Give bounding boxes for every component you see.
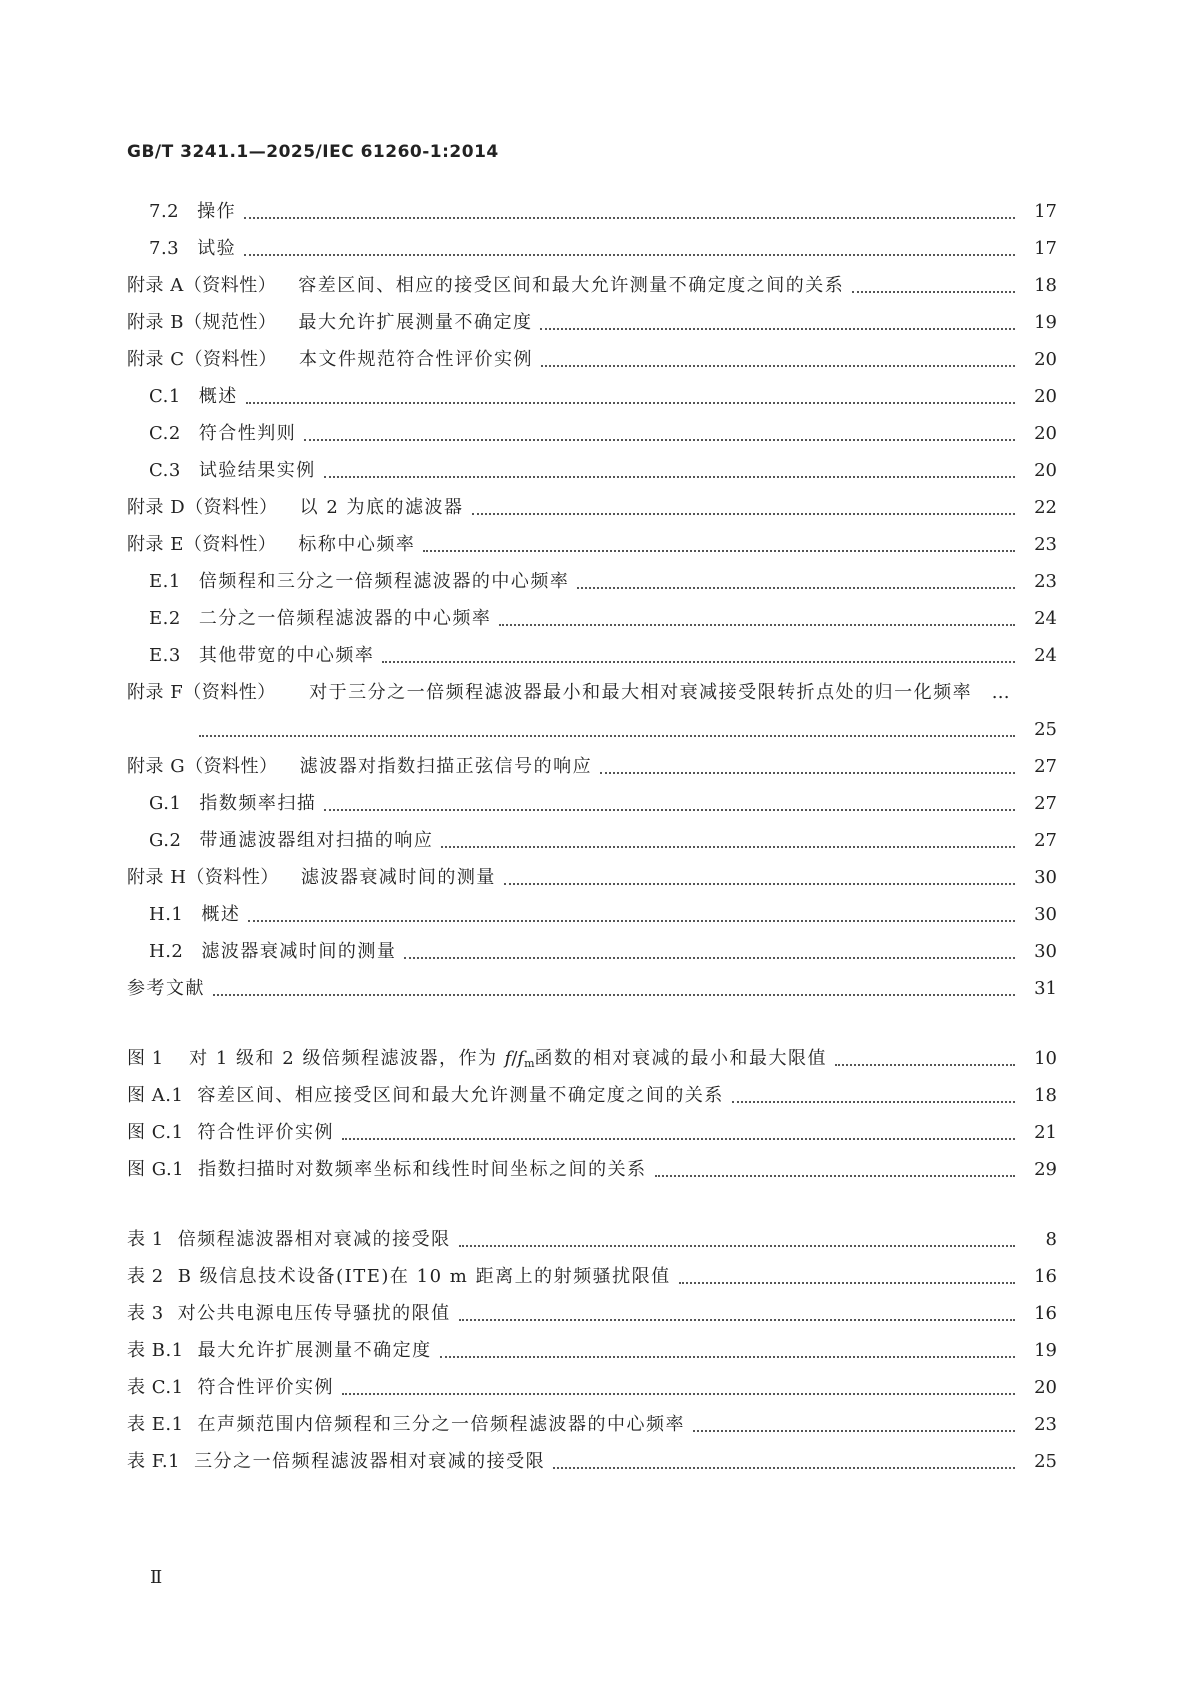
toc-text: 滤波器对指数扫描正弦信号的响应 [299, 756, 593, 777]
leader-dots [213, 994, 1015, 996]
toc-entry[interactable] [127, 785, 1057, 822]
toc-page: 23 [1034, 571, 1057, 592]
table-entry[interactable] [127, 1406, 1057, 1443]
leader-dots [304, 439, 1015, 441]
toc-page: 18 [1034, 275, 1057, 296]
table-label: 表 F.1 [127, 1451, 181, 1472]
toc-entry[interactable] [127, 896, 1057, 933]
toc-entry[interactable] [127, 859, 1057, 896]
figure-entry[interactable] [127, 1077, 1057, 1114]
figure-entry[interactable] [127, 1040, 1057, 1077]
toc-label: E.2 [149, 608, 181, 629]
leader-dots [852, 291, 1015, 293]
toc-page: 30 [1034, 904, 1057, 925]
toc-page: 20 [1034, 386, 1057, 407]
toc-label: 附录 E（资料性） [127, 534, 277, 555]
leader-dots [324, 809, 1015, 811]
toc-wrapped-entry[interactable] [127, 674, 1057, 748]
table-page: 16 [1034, 1303, 1057, 1324]
toc-entry[interactable] [127, 637, 1057, 674]
table-entry[interactable] [127, 1221, 1057, 1258]
toc-wrapped-second-line [127, 711, 1057, 748]
table-of-contents [127, 193, 1057, 1480]
table-entry[interactable] [127, 1295, 1057, 1332]
toc-entry[interactable] [127, 822, 1057, 859]
toc-text: 倍频程和三分之一倍频程滤波器的中心频率 [198, 571, 570, 592]
toc-entry[interactable] [127, 563, 1057, 600]
toc-label: 附录 D（资料性） [127, 497, 278, 518]
toc-entry[interactable] [127, 933, 1057, 970]
toc-wrapped-first-line [127, 674, 1057, 711]
document-header: GB/T 3241.1—2025/IEC 61260-1:2014 [127, 142, 499, 162]
figure-label: 图 C.1 [127, 1122, 184, 1143]
toc-label: G.2 [149, 830, 182, 851]
toc-entry[interactable] [127, 341, 1057, 378]
leader-dots [693, 1430, 1015, 1432]
table-page: 20 [1034, 1377, 1057, 1398]
frequency-slash: / [511, 1048, 518, 1069]
toc-page: 20 [1034, 349, 1057, 370]
toc-label: C.2 [149, 423, 181, 444]
toc-text: 滤波器衰减时间的测量 [201, 941, 397, 962]
leader-dots [655, 1175, 1015, 1177]
toc-entry[interactable] [127, 452, 1057, 489]
toc-text: 二分之一倍频程滤波器的中心频率 [198, 608, 492, 629]
leader-dots [244, 254, 1015, 256]
table-label: 表 E.1 [127, 1414, 184, 1435]
leader-dots [499, 624, 1015, 626]
toc-entry[interactable] [127, 489, 1057, 526]
toc-entries [127, 193, 1057, 674]
toc-page: 27 [1034, 830, 1057, 851]
toc-text: 参考文献 [127, 978, 205, 999]
toc-text: 最大允许扩展测量不确定度 [298, 312, 533, 333]
toc-entry[interactable] [127, 378, 1057, 415]
leader-dots [441, 846, 1015, 848]
figure-label: 图 A.1 [127, 1085, 184, 1106]
toc-text: 试验结果实例 [198, 460, 316, 481]
leader-dots [472, 513, 1015, 515]
toc-page: 30 [1034, 867, 1057, 888]
toc-label: E.3 [149, 645, 181, 666]
leader-dots [382, 661, 1015, 663]
table-page: 19 [1034, 1340, 1057, 1361]
toc-entry-text: 对于三分之一倍频程滤波器最小和最大相对衰减接受限转折点处的归一化频率 [309, 682, 973, 703]
toc-text: 其他带宽的中心频率 [198, 645, 375, 666]
toc-entry[interactable] [127, 415, 1057, 452]
table-page: 16 [1034, 1266, 1057, 1287]
toc-page: 27 [1034, 756, 1057, 777]
leader-dots [600, 772, 1015, 774]
leader-dots [835, 1064, 1015, 1066]
table-label: 表 1 [127, 1229, 164, 1250]
toc-entry[interactable] [127, 970, 1057, 1007]
frequency-symbol-fm: f [517, 1048, 525, 1069]
toc-page: 24 [1034, 608, 1057, 629]
toc-page: 23 [1034, 534, 1057, 555]
toc-entry[interactable] [127, 600, 1057, 637]
table-label: 表 2 [127, 1266, 164, 1287]
toc-label: C.1 [149, 386, 181, 407]
leader-dots [199, 735, 1015, 737]
table-list [127, 1221, 1057, 1480]
toc-page: 31 [1034, 978, 1057, 999]
toc-text: 滤波器衰减时间的测量 [300, 867, 496, 888]
toc-text: 带通滤波器组对扫描的响应 [199, 830, 434, 851]
figure-page: 29 [1034, 1159, 1057, 1180]
figure-label: 图 G.1 [127, 1159, 185, 1180]
leader-dots [459, 1245, 1015, 1247]
table-entry[interactable] [127, 1258, 1057, 1295]
toc-text: 操作 [197, 201, 237, 222]
table-text: 三分之一倍频程滤波器相对衰减的接受限 [194, 1451, 546, 1472]
figure-entry[interactable] [127, 1151, 1057, 1188]
leader-dots [540, 328, 1015, 330]
toc-page: 19 [1034, 312, 1057, 333]
toc-label: 附录 H（资料性） [127, 867, 279, 888]
toc-page: 22 [1034, 497, 1057, 518]
figure-text-part-2: 函数的相对衰减的最小和最大限值 [534, 1048, 828, 1069]
figure-list [127, 1040, 1057, 1077]
toc-page: 30 [1034, 941, 1057, 962]
figure-text-part-1: 对 1 级和 2 级倍频程滤波器，作为 [189, 1048, 505, 1069]
leader-dots [679, 1282, 1015, 1284]
leader-dots [504, 883, 1015, 885]
toc-entry-label: 附录 F（资料性） [127, 682, 276, 703]
leader-dots [553, 1467, 1015, 1469]
toc-label: H.2 [149, 941, 184, 962]
table-page: 25 [1034, 1451, 1057, 1472]
table-page: 23 [1034, 1414, 1057, 1435]
toc-text: 试验 [197, 238, 237, 259]
table-entry[interactable] [127, 1332, 1057, 1369]
toc-entry[interactable] [127, 193, 1057, 230]
table-label: 表 B.1 [127, 1340, 184, 1361]
toc-page: 17 [1034, 201, 1057, 222]
toc-label: 附录 G（资料性） [127, 756, 278, 777]
leader-dots [423, 550, 1015, 552]
table-text: 倍频程滤波器相对衰减的接受限 [177, 1229, 451, 1250]
toc-text: 指数频率扫描 [199, 793, 317, 814]
frequency-symbol-f: f [504, 1048, 512, 1069]
toc-label: E.1 [149, 571, 181, 592]
leader-dots [459, 1319, 1015, 1321]
toc-text: 标称中心频率 [298, 534, 416, 555]
leader-dots [342, 1138, 1015, 1140]
table-label: 表 C.1 [127, 1377, 184, 1398]
table-text: 对公共电源电压传导骚扰的限值 [177, 1303, 451, 1324]
figure-label: 图 1 [127, 1048, 164, 1069]
toc-text: 概述 [201, 904, 241, 925]
figure-text: 符合性评价实例 [197, 1122, 335, 1143]
toc-text: 概述 [198, 386, 238, 407]
toc-page: 20 [1034, 460, 1057, 481]
toc-text: 符合性判则 [198, 423, 297, 444]
table-entry[interactable] [127, 1443, 1057, 1480]
leader-dots [404, 957, 1015, 959]
toc-label: H.1 [149, 904, 184, 925]
toc-page: 17 [1034, 238, 1057, 259]
leader-dots [732, 1101, 1015, 1103]
figure-page: 10 [1034, 1048, 1057, 1069]
table-entry[interactable] [127, 1369, 1057, 1406]
toc-entry[interactable] [127, 267, 1057, 304]
leader-dots [324, 476, 1015, 478]
leader-dots [244, 217, 1015, 219]
table-text: 最大允许扩展测量不确定度 [197, 1340, 432, 1361]
leader-dots [246, 402, 1015, 404]
toc-entry[interactable] [127, 304, 1057, 341]
figure-text: 容差区间、相应接受区间和最大允许测量不确定度之间的关系 [197, 1085, 724, 1106]
toc-text: 以 2 为底的滤波器 [299, 497, 464, 518]
toc-label: 附录 B（规范性） [127, 312, 277, 333]
table-text: 在声频范围内倍频程和三分之一倍频程滤波器的中心频率 [197, 1414, 686, 1435]
leader-dots [440, 1356, 1015, 1358]
toc-entry[interactable] [127, 230, 1057, 267]
toc-entry-ellipsis: … [991, 682, 1010, 703]
toc-entry-page: 25 [1034, 719, 1057, 740]
toc-text: 本文件规范符合性评价实例 [299, 349, 533, 370]
toc-page: 20 [1034, 423, 1057, 444]
figure-text: 指数扫描时对数频率坐标和线性时间坐标之间的关系 [198, 1159, 647, 1180]
leader-dots [541, 365, 1015, 367]
toc-entry[interactable] [127, 526, 1057, 563]
table-label: 表 3 [127, 1303, 164, 1324]
toc-text: 容差区间、相应的接受区间和最大允许测量不确定度之间的关系 [298, 275, 845, 296]
leader-dots [577, 587, 1015, 589]
frequency-subscript-m: m [524, 1057, 535, 1070]
figure-page: 21 [1034, 1122, 1057, 1143]
table-page: 8 [1045, 1229, 1057, 1250]
table-text: 符合性评价实例 [197, 1377, 335, 1398]
toc-label: 7.3 [149, 238, 180, 259]
toc-label: C.3 [149, 460, 181, 481]
table-text: B 级信息技术设备(ITE)在 10 m 距离上的射频骚扰限值 [177, 1266, 671, 1287]
toc-label: 附录 A（资料性） [127, 275, 277, 296]
toc-page: 24 [1034, 645, 1057, 666]
toc-label: 7.2 [149, 201, 180, 222]
figure-entry[interactable] [127, 1114, 1057, 1151]
figure-page: 18 [1034, 1085, 1057, 1106]
leader-dots [342, 1393, 1015, 1395]
figure-list-rest [127, 1077, 1057, 1188]
toc-label: 附录 C（资料性） [127, 349, 277, 370]
toc-entries-continued [127, 748, 1057, 1007]
page-number: Ⅱ [150, 1567, 163, 1588]
toc-label: G.1 [149, 793, 182, 814]
leader-dots [248, 920, 1015, 922]
toc-entry[interactable] [127, 748, 1057, 785]
toc-page: 27 [1034, 793, 1057, 814]
